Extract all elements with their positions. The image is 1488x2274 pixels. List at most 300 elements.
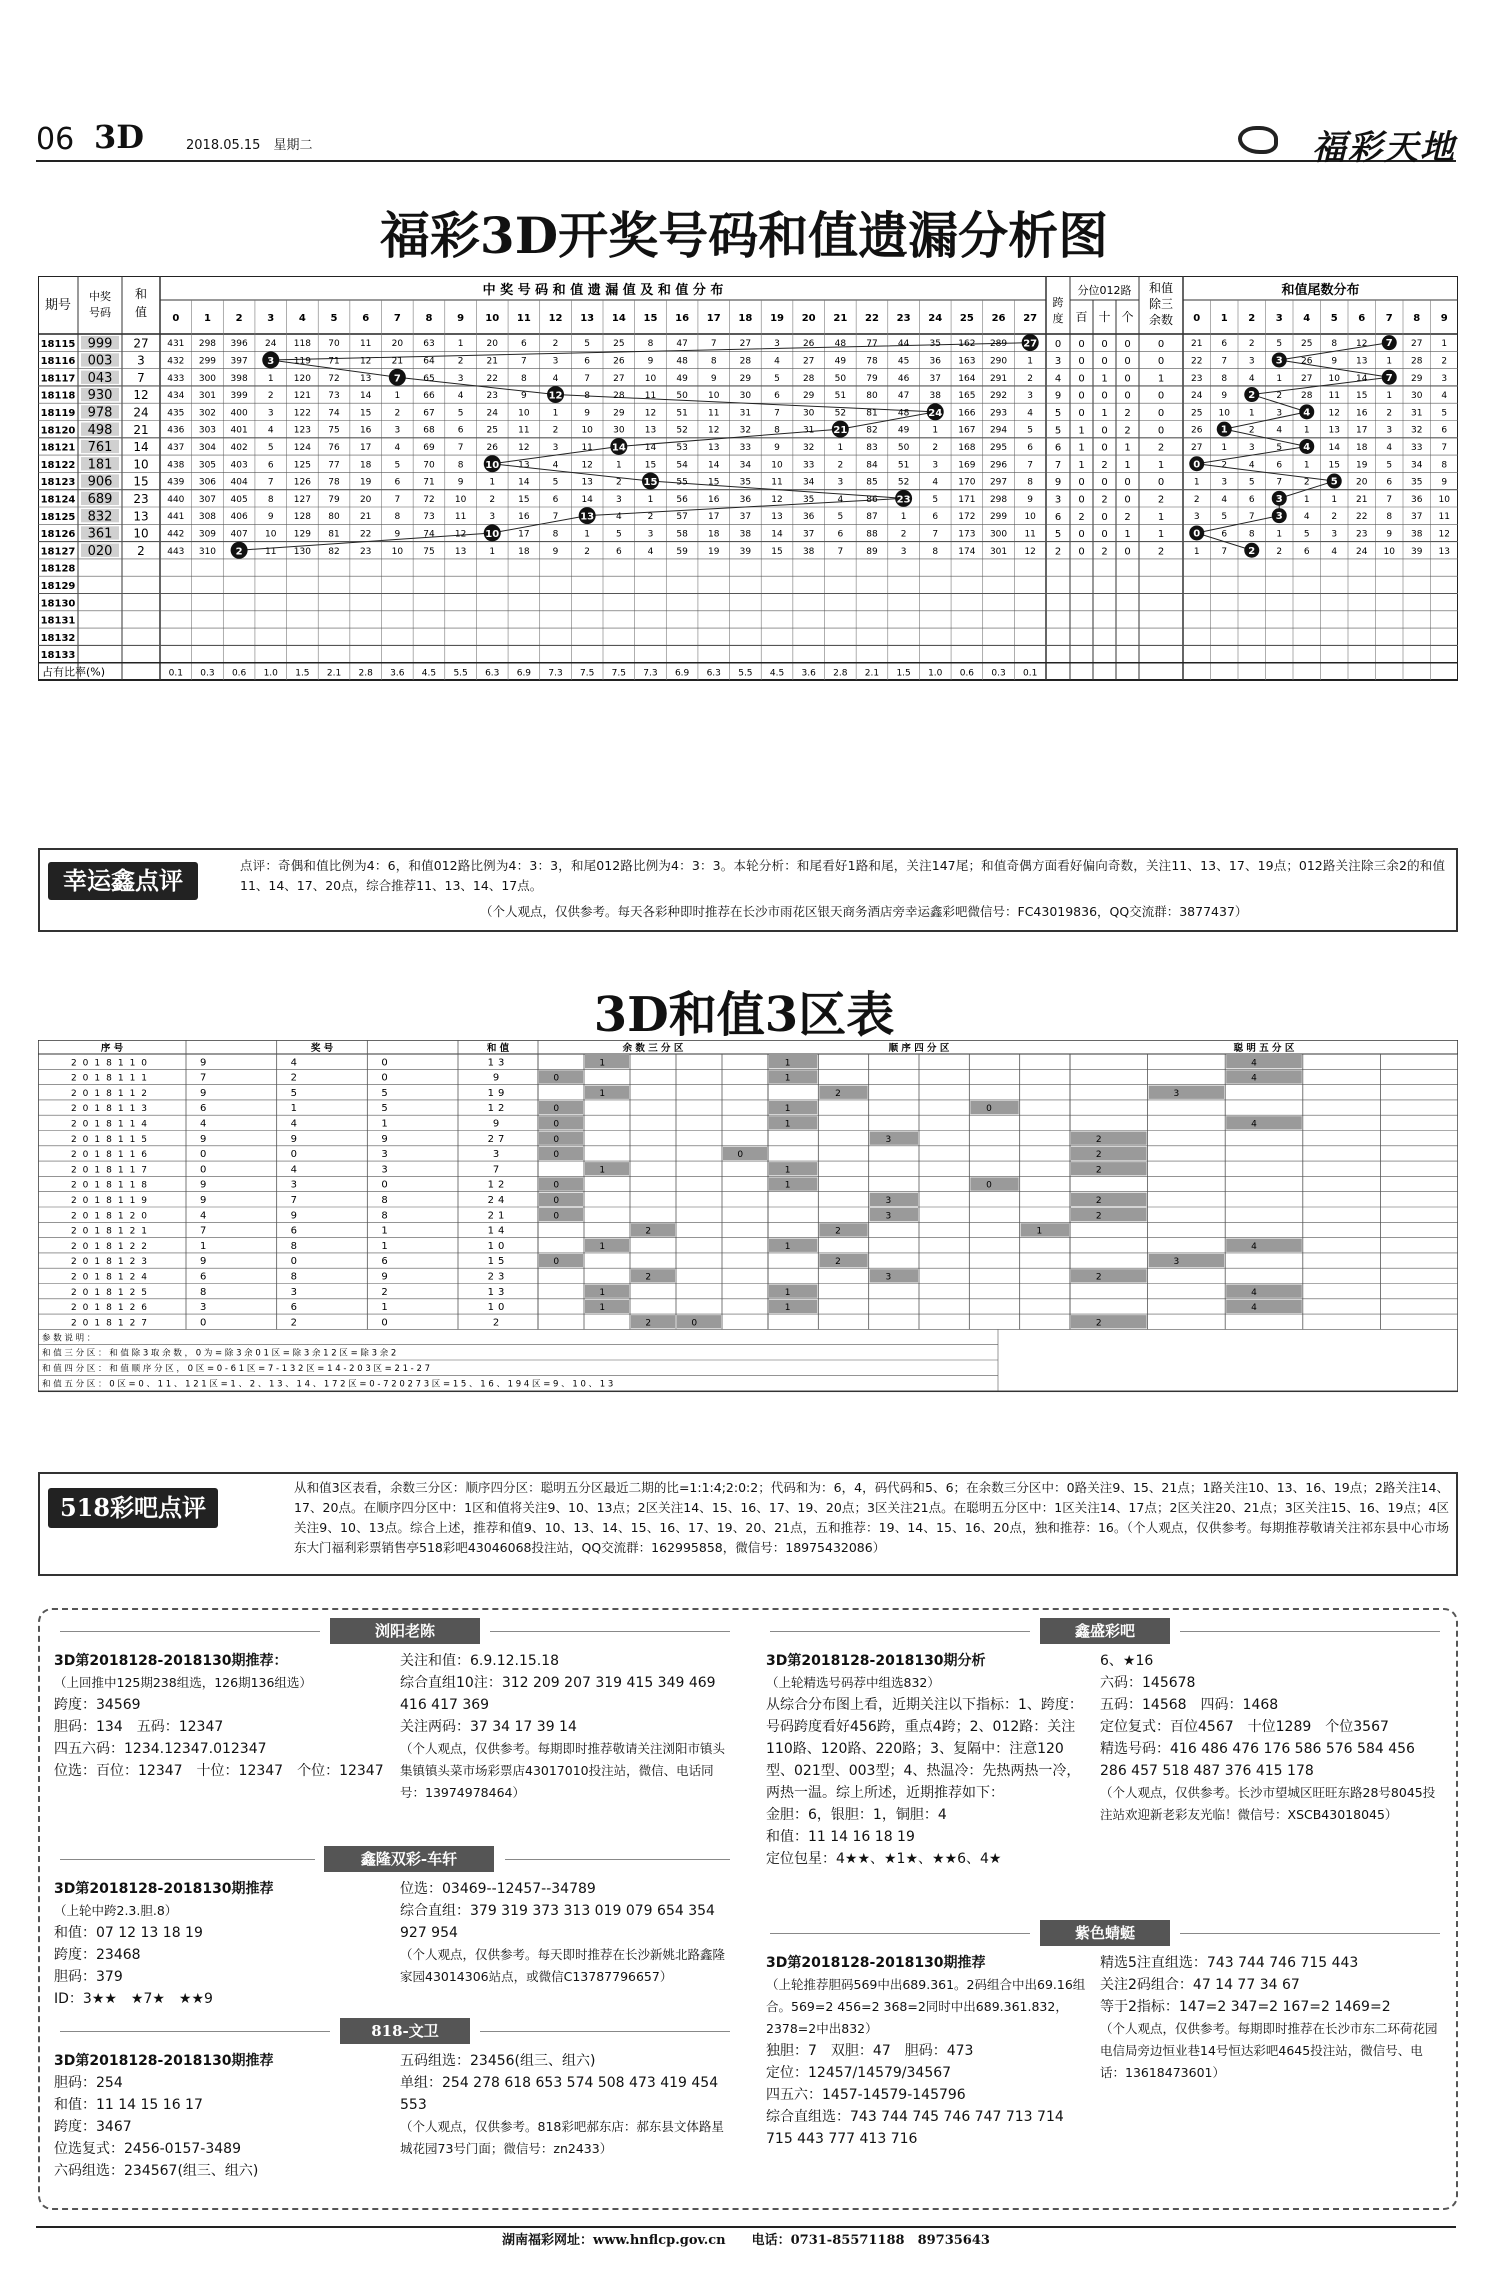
omission-cell: 405 <box>230 494 248 505</box>
omission-cell: 73 <box>328 391 340 402</box>
draw-digit: 1 <box>290 1103 298 1115</box>
omission-cell: 20 <box>391 339 404 350</box>
tail-cell: 13 <box>1356 356 1368 367</box>
rec-head-xinlong: 鑫隆双彩-车轩 <box>324 1846 494 1872</box>
omission-cell: 126 <box>293 477 311 488</box>
omission-cell: 4 <box>552 373 559 384</box>
tail-cell: 8 <box>1386 512 1393 523</box>
omission-cell: 13 <box>518 460 530 471</box>
tail-cell: 21 <box>1356 494 1368 505</box>
zone5-cell-bg <box>1071 1193 1147 1206</box>
zone3-cell-bg <box>631 1269 675 1282</box>
hdr-sum-col: 6 <box>362 313 370 324</box>
hdr-sum-col: 1 <box>203 313 211 324</box>
omission-cell: 4 <box>774 356 780 367</box>
omission-cell: 300 <box>989 529 1008 540</box>
draw-digit: 6 <box>200 1103 207 1115</box>
draw-digit: 9 <box>200 1256 207 1268</box>
comment-tag-518: 518彩吧点评 <box>48 1488 218 1528</box>
rec-line: 从综合分布图上看，近期关注以下指标：1、跨度：号码跨度看好456跨，重点4跨；2、012路：关注110路、120路、220路；3、复隔中：注意120型、021型、003型；4、热温冷：先热两热一冷，两热一温。综上所述，近期推荐如下： <box>766 1697 1083 1801</box>
zone4-cell: 1 <box>784 1119 791 1130</box>
draw-digit: 9 <box>200 1057 207 1069</box>
omission-cell: 56 <box>676 494 688 505</box>
hdr-sum-col: 0 <box>172 313 180 324</box>
route-cell: 2 <box>1078 511 1085 523</box>
zone3-cell: 0 <box>553 1196 560 1206</box>
omission-cell: 127 <box>293 494 311 505</box>
omission-cell: 308 <box>198 512 217 523</box>
omission-cell: 4 <box>267 425 274 436</box>
tail-cell: 6 <box>1221 339 1228 350</box>
tail-cell: 4 <box>1248 373 1255 384</box>
tail-cell: 13 <box>1328 425 1340 436</box>
zone3-cell: 2 <box>645 1272 652 1283</box>
draw-digit: 1 <box>381 1118 388 1130</box>
draw-digit: 7 <box>200 1072 207 1084</box>
omission-cell: 12 <box>771 494 783 505</box>
rec-line: 综合直组10注：312 209 207 319 415 349 469 416 417 369 <box>400 1675 716 1713</box>
hdr-dist: 中 奖 号 码 和 值 遗 漏 值 及 和 值 分 布 <box>482 283 724 298</box>
omission-cell: 24 <box>486 408 498 419</box>
rec-line: 定位：12457/14579/34567 <box>766 2065 952 2081</box>
omission-cell: 123 <box>293 425 311 436</box>
zone4-extra-cell: 0 <box>986 1180 992 1191</box>
tail-cell: 3 <box>1248 442 1255 453</box>
sum-hit-label: 27 <box>1023 338 1038 350</box>
sum-hit-label: 10 <box>485 528 500 540</box>
omission-cell: 82 <box>328 546 340 557</box>
omission-cell: 401 <box>230 425 248 436</box>
omission-cell: 79 <box>328 494 340 505</box>
omission-cell: 5 <box>394 460 401 471</box>
issue-cell: 18132 <box>40 632 76 644</box>
omission-cell: 78 <box>866 356 878 367</box>
omission-cell: 10 <box>771 460 783 471</box>
omission-cell: 28 <box>613 391 625 402</box>
rec-line: 位选：百位：12347 十位：12347 个位：12347 <box>54 1763 384 1779</box>
omission-cell: 7 <box>267 477 274 488</box>
zone5-cell-bg <box>1071 1315 1147 1328</box>
rec-line: 五码组选：23456(组三、组六) <box>400 2053 596 2069</box>
omission-cell: 11 <box>644 391 657 402</box>
omission-cell: 163 <box>958 356 976 367</box>
omission-cell: 80 <box>328 512 340 523</box>
omission-cell: 125 <box>293 460 311 471</box>
tail-cell: 1 <box>1441 339 1448 350</box>
omission-cell: 27 <box>802 356 815 367</box>
sum-cell: 21 <box>133 422 149 437</box>
tail-hit-label: 2 <box>1248 545 1256 557</box>
omission-cell: 6 <box>1027 442 1034 453</box>
omission-cell: 122 <box>293 408 311 419</box>
omission-cell: 50 <box>834 373 847 384</box>
zone5-cell: 2 <box>1095 1318 1102 1329</box>
sum-cell: 15 <box>133 474 149 489</box>
route-cell: 0 <box>1124 356 1131 368</box>
omission-cell: 39 <box>739 546 752 557</box>
hdr-sum-col: 26 <box>991 313 1006 324</box>
draw-digit: 9 <box>200 1195 207 1206</box>
omission-cell: 4 <box>457 391 464 402</box>
note-line: 和 值 三 分 区 ： 和 值 除 3 取 余 数 ， 0 为 = 除 3 余 0 1 区 = 除 3 余 1 2 区 = 除 3 余 2 <box>42 1348 397 1359</box>
draw-digit: 9 <box>381 1133 388 1145</box>
rec-line: 3D第2018128-2018130期推荐： <box>54 1653 288 1669</box>
draw-digit: 6 <box>290 1302 298 1314</box>
omission-cell: 3 <box>267 408 274 419</box>
omission-cell: 9 <box>552 546 559 557</box>
seq-cell: 2018110 <box>70 1058 154 1069</box>
draw-digit: 5 <box>290 1087 298 1099</box>
rec-line: 跨度：34569 <box>54 1697 141 1713</box>
tail-cell: 8 <box>1331 339 1338 350</box>
zone3-cell: 0 <box>553 1211 560 1222</box>
issue-cell: 18133 <box>40 650 76 662</box>
omission-cell: 14 <box>518 477 530 488</box>
tail-cell: 23 <box>1356 529 1368 540</box>
draw-digit: 5 <box>381 1087 388 1099</box>
sum-cell: 3 <box>137 353 145 368</box>
tail-cell: 14 <box>1328 442 1340 453</box>
route-cell: 1 <box>1124 459 1131 471</box>
sum-hit-label: 7 <box>393 373 401 385</box>
omission-cell: 26 <box>802 339 815 350</box>
ratio-cell: 2.8 <box>358 668 373 679</box>
omission-cell: 4 <box>932 477 939 488</box>
zone5-cell: 4 <box>1251 1287 1257 1298</box>
chart2-title: 3D和值3区表 <box>593 987 895 1043</box>
issue-cell: 18130 <box>40 598 76 610</box>
comment-text-518: 从和值3区表看，余数三分区：顺序四分区：聪明五分区最近二期的比=1:1:4;2:0:2；代码和为：6，4，码代码和5、6；在余数三分区中：0路关注9、15、21点；1路关注10、13、16、19点；2路关注14、17、20点。在顺序四分区中：1区和值将关注9、10、13点；2区关注14、15、16、17、19、20点；3区关注21点。在聪明五分区中：1区关注14、17点；2区关注20、21点；3区关注15、16、19点；4区关注9、10、13点。综合上述，推荐和值9、10、13、14、15、16、17、19、20、21点，五和推荐：19、14、15、16、20点，独和推荐：16。（个人观点，仅供参考。每期推荐敬请关注祁东县中心市场东大门福利彩票销售亭518彩吧43046068投注站，QQ交流群：162995858，微信号：18975432086） <box>294 1480 1449 1555</box>
tail-cell: 1 <box>1276 529 1283 540</box>
zone3-cell-bg <box>631 1315 675 1328</box>
sum-cell: 12 <box>133 388 149 403</box>
omission-cell: 10 <box>454 494 467 505</box>
omission-cell: 443 <box>167 546 185 557</box>
hdr-sum-col: 5 <box>330 313 338 324</box>
hdr-route-2: 个 <box>1121 310 1134 324</box>
omission-cell: 37 <box>802 529 815 540</box>
omission-cell: 23 <box>486 391 498 402</box>
omission-cell: 7 <box>710 339 717 350</box>
draw-digit: 8 <box>290 1240 298 1252</box>
rec-line: 位选：03469--12457--34789 <box>400 1881 596 1897</box>
omission-cell: 48 <box>676 356 688 367</box>
omission-cell: 11 <box>708 408 720 419</box>
tail-cell: 4 <box>1331 546 1338 557</box>
tail-cell: 27 <box>1301 373 1313 384</box>
draw-digit: 7 <box>290 1195 298 1206</box>
omission-cell: 434 <box>167 391 185 402</box>
omission-cell: 8 <box>457 460 464 471</box>
tail-cell: 4 <box>1248 460 1255 471</box>
omission-cell: 12 <box>581 460 593 471</box>
zone4-extra-cell: 0 <box>986 1104 992 1115</box>
draw-digit: 1 <box>200 1240 207 1252</box>
hdr-span-b: 度 <box>1052 312 1064 325</box>
sum-cell: 19 <box>487 1087 509 1099</box>
route-cell: 0 <box>1078 373 1085 385</box>
omission-cell: 5 <box>837 512 844 523</box>
omission-cell: 438 <box>167 460 185 471</box>
issue-cell: 18121 <box>40 442 76 454</box>
omission-cell: 2 <box>267 391 274 402</box>
issue-cell: 18125 <box>40 511 76 523</box>
seq-cell: 2018119 <box>70 1196 154 1206</box>
draw-digit: 9 <box>381 1271 388 1283</box>
omission-cell: 6 <box>521 339 527 350</box>
rec-xinlong-left <box>54 1878 389 2010</box>
ratio-cell: 1.0 <box>928 668 943 679</box>
route-cell: 0 <box>1101 477 1108 489</box>
omission-cell: 162 <box>958 339 976 350</box>
route-cell: 2 <box>1101 494 1108 506</box>
omission-cell: 35 <box>802 494 815 505</box>
sum-cell: 14 <box>133 440 149 455</box>
omission-cell: 34 <box>802 477 815 488</box>
omission-cell: 81 <box>866 408 878 419</box>
zone4-cell: 1 <box>784 1058 791 1069</box>
hdr-tail-col: 1 <box>1220 313 1228 324</box>
rec-line: 六码：145678 <box>1100 1675 1196 1691</box>
winning-number: 003 <box>87 353 113 369</box>
tail-hit-label: 3 <box>1275 355 1283 367</box>
zone4-cell-bg <box>769 1070 817 1083</box>
omission-cell: 29 <box>802 391 815 402</box>
omission-cell: 293 <box>989 408 1008 419</box>
tail-cell: 7 <box>1248 512 1255 523</box>
omission-cell: 12 <box>1024 546 1036 557</box>
zone4-cell: 1 <box>784 1303 791 1314</box>
omission-cell: 16 <box>708 494 720 505</box>
zone3-extra-cell: 0 <box>691 1318 698 1329</box>
seq-cell: 2018125 <box>70 1287 154 1298</box>
tail-cell: 7 <box>1441 442 1448 453</box>
tail-cell: 6 <box>1276 460 1283 471</box>
omission-cell: 294 <box>989 425 1008 436</box>
sum-hit-label: 3 <box>267 355 275 367</box>
tail-cell: 15 <box>1356 391 1368 402</box>
tail-cell: 10 <box>1328 373 1340 384</box>
ratio-label: 占有比率(%) <box>42 665 106 679</box>
route-cell: 2 <box>1124 511 1131 523</box>
rec-head-liuyang: 浏阳老陈 <box>330 1618 480 1644</box>
omission-cell: 3 <box>932 460 939 471</box>
omission-cell: 14 <box>581 494 593 505</box>
zone5-cell-bg <box>1226 1070 1302 1083</box>
rec-line: 定位包星：4★★、★1★、★★6、4★ <box>766 1851 1002 1867</box>
omission-cell: 52 <box>834 408 847 419</box>
seq-cell: 2018114 <box>70 1119 154 1130</box>
omission-cell: 13 <box>581 477 593 488</box>
omission-cell: 37 <box>929 373 941 384</box>
omission-cell: 1 <box>1027 356 1034 367</box>
tail-cell: 22 <box>1356 512 1368 523</box>
omission-cell: 67 <box>423 408 435 419</box>
rec-line: （上回推中125期238组选，126期136组选） <box>54 1675 312 1690</box>
seq-cell: 2018123 <box>70 1257 154 1268</box>
route-cell: 0 <box>1078 494 1085 506</box>
zone4-extra-cell-bg <box>1021 1223 1069 1236</box>
omission-cell: 299 <box>989 512 1008 523</box>
hdr-sum-col: 2 <box>235 313 243 324</box>
omission-cell: 16 <box>518 512 530 523</box>
zone5-cell: 4 <box>1251 1119 1257 1130</box>
tail-cell: 7 <box>1276 477 1283 488</box>
tail-cell: 2 <box>1248 425 1255 436</box>
tail-hit-label: 1 <box>1220 424 1228 436</box>
ratio-cell: 3.6 <box>801 668 816 679</box>
omission-cell: 1 <box>932 425 939 436</box>
omission-cell: 11 <box>454 512 467 523</box>
omission-cell: 2 <box>394 408 401 419</box>
omission-cell: 11 <box>359 339 372 350</box>
route-cell: 1 <box>1124 529 1131 541</box>
omission-cell: 3 <box>647 529 654 540</box>
omission-cell: 5 <box>584 339 591 350</box>
zone3-cell: 0 <box>553 1073 560 1084</box>
zone-head: 余 数 三 分 区 <box>622 1043 684 1054</box>
tail-cell: 4 <box>1303 512 1310 523</box>
omission-cell: 4 <box>1027 408 1034 419</box>
sum-hit-label: 21 <box>833 425 848 437</box>
zone5-cell-bg <box>1226 1300 1302 1313</box>
span-cell: 5 <box>1054 425 1062 437</box>
route-cell: 1 <box>1078 459 1085 471</box>
omission-cell: 85 <box>866 477 878 488</box>
issue-cell: 18126 <box>40 529 76 541</box>
page-number: 06 <box>36 122 75 157</box>
hdr-sum-col: 22 <box>865 313 879 324</box>
tail-cell: 7 <box>1386 494 1393 505</box>
draw-digit: 0 <box>381 1057 388 1069</box>
note-line: 和 值 五 分 区 ： 0 区 = 0 、 1 1 、 1 2 1 区 = 1 、 2 、 1 3 、 1 4 、 1 7 2 区 = 0 - 7 2 0 2 7 3 区 = 1 5 、 1 6 、 1 9 4 区 = 9 、 1 0 、 1 3 <box>42 1379 614 1390</box>
sum-hit-label: 23 <box>896 494 911 506</box>
omission-cell: 1 <box>489 477 496 488</box>
zone4-extra-cell: 1 <box>1036 1226 1043 1237</box>
tail-hit-label: 3 <box>1275 511 1283 523</box>
omission-cell: 31 <box>802 425 815 436</box>
omission-cell: 8 <box>774 425 780 436</box>
hdr-sum-col: 24 <box>928 313 943 324</box>
hdr-mod-a: 和值 <box>1148 281 1174 295</box>
omission-cell: 2 <box>457 356 464 367</box>
omission-cell: 299 <box>198 356 217 367</box>
zone4-cell: 1 <box>784 1165 791 1176</box>
zone3-cell-bg <box>585 1239 629 1252</box>
omission-cell: 51 <box>834 391 847 402</box>
omission-cell: 8 <box>1027 477 1034 488</box>
route-cell: 1 <box>1101 373 1108 385</box>
sum-cell: 14 <box>487 1225 509 1237</box>
tail-hit-label: 7 <box>1385 372 1393 384</box>
omission-cell: 48 <box>834 339 847 350</box>
span-cell: 6 <box>1054 442 1062 454</box>
rec-line: 和值：11 14 15 16 17 <box>54 2097 203 2113</box>
omission-cell: 307 <box>198 494 217 505</box>
omission-cell: 27 <box>739 339 752 350</box>
draw-digit: 4 <box>290 1118 298 1130</box>
draw-digit: 9 <box>200 1179 207 1191</box>
ratio-cell: 2.8 <box>833 668 848 679</box>
date: 2018.05.15 星期二 <box>186 138 313 153</box>
seq-cell: 2018118 <box>70 1180 154 1191</box>
draw-digit: 3 <box>290 1286 298 1298</box>
draw-digit: 2 <box>381 1286 388 1298</box>
sum-hit-label: 10 <box>485 459 500 471</box>
omission-cell: 8 <box>267 494 274 505</box>
hdr-sum-col: 7 <box>393 313 401 324</box>
logo-icon <box>1238 126 1278 154</box>
zone4-cell-bg <box>819 1223 867 1236</box>
omission-cell: 303 <box>198 425 217 436</box>
rec-head-wenwei: 818-文卫 <box>340 2018 470 2044</box>
omission-cell: 304 <box>198 442 217 453</box>
omission-cell: 63 <box>423 339 435 350</box>
omission-cell: 1 <box>615 460 622 471</box>
omission-cell: 1 <box>489 546 496 557</box>
omission-cell: 441 <box>167 512 185 523</box>
omission-cell: 71 <box>423 477 435 488</box>
omission-cell: 74 <box>328 408 340 419</box>
route-cell: 0 <box>1101 390 1108 402</box>
omission-cell: 72 <box>328 373 340 384</box>
omission-cell: 15 <box>518 494 530 505</box>
omission-cell: 403 <box>230 460 248 471</box>
hdr-tail-col: 3 <box>1275 313 1283 324</box>
rec-head-zise: 紫色蜻蜓 <box>1040 1920 1170 1946</box>
omission-cell: 64 <box>423 356 435 367</box>
tail-cell: 18 <box>1356 442 1368 453</box>
zone5-cell-bg <box>1071 1147 1147 1160</box>
omission-cell: 2 <box>647 512 654 523</box>
hdr-tail-col: 4 <box>1303 313 1311 324</box>
tail-cell: 11 <box>1328 391 1340 402</box>
rec-line: 单组：254 278 618 653 574 508 473 419 454 553 <box>400 2075 719 2113</box>
comment-text: 点评：奇偶和值比例为4：6，和值012路比例为4：3：3，和尾012路比例为4：3：3。本轮分析：和尾看好1路和尾，关注147尾；和值奇偶方面看好偏向奇数，关注11、13、17、19点；012路关注除三余2的和值11、14、17、20点，综合推荐11、13、14、17点。 <box>240 858 1445 893</box>
zone5-cell-bg <box>1226 1285 1302 1298</box>
omission-cell: 9 <box>457 477 464 488</box>
seq-cell: 2018116 <box>70 1150 154 1161</box>
tail-cell: 1 <box>1193 477 1200 488</box>
draw-digit: 1 <box>381 1240 388 1252</box>
omission-cell: 309 <box>198 529 217 540</box>
omission-cell: 6 <box>932 512 939 523</box>
rec-line: 精选5注直组选：743 744 746 715 443 <box>1100 1955 1359 1971</box>
draw-digit: 6 <box>290 1225 298 1237</box>
omission-cell: 8 <box>932 546 939 557</box>
omission-cell: 291 <box>989 373 1008 384</box>
omission-cell: 66 <box>423 391 435 402</box>
omission-cell: 20 <box>359 494 372 505</box>
tail-cell: 4 <box>1441 391 1448 402</box>
omission-cell: 3 <box>837 477 844 488</box>
rec-wenwei-right <box>400 2050 735 2160</box>
zone4-cell: 3 <box>885 1272 892 1283</box>
omission-cell: 16 <box>359 425 372 436</box>
omission-cell: 407 <box>230 529 248 540</box>
omission-cell: 9 <box>521 391 527 402</box>
omission-cell: 73 <box>423 512 435 523</box>
rec-line: 精选号码：416 486 476 176 586 576 584 456 286 457 518 487 376 415 178 <box>1100 1741 1415 1779</box>
rec-liuyang-right <box>400 1650 735 1804</box>
route-cell: 0 <box>1101 425 1108 437</box>
omission-cell: 2 <box>584 546 591 557</box>
tail-cell: 13 <box>1438 546 1450 557</box>
tail-cell: 9 <box>1386 529 1393 540</box>
omission-cell: 397 <box>230 356 248 367</box>
zone3-extra-cell: 0 <box>737 1150 744 1161</box>
rec-line: （个人观点，仅供参考。每期即时推荐在长沙市东二环荷花园电信局旁边恒业巷14号恒达彩吧4645投注站，微信号、电话：13618473601） <box>1100 2021 1438 2080</box>
